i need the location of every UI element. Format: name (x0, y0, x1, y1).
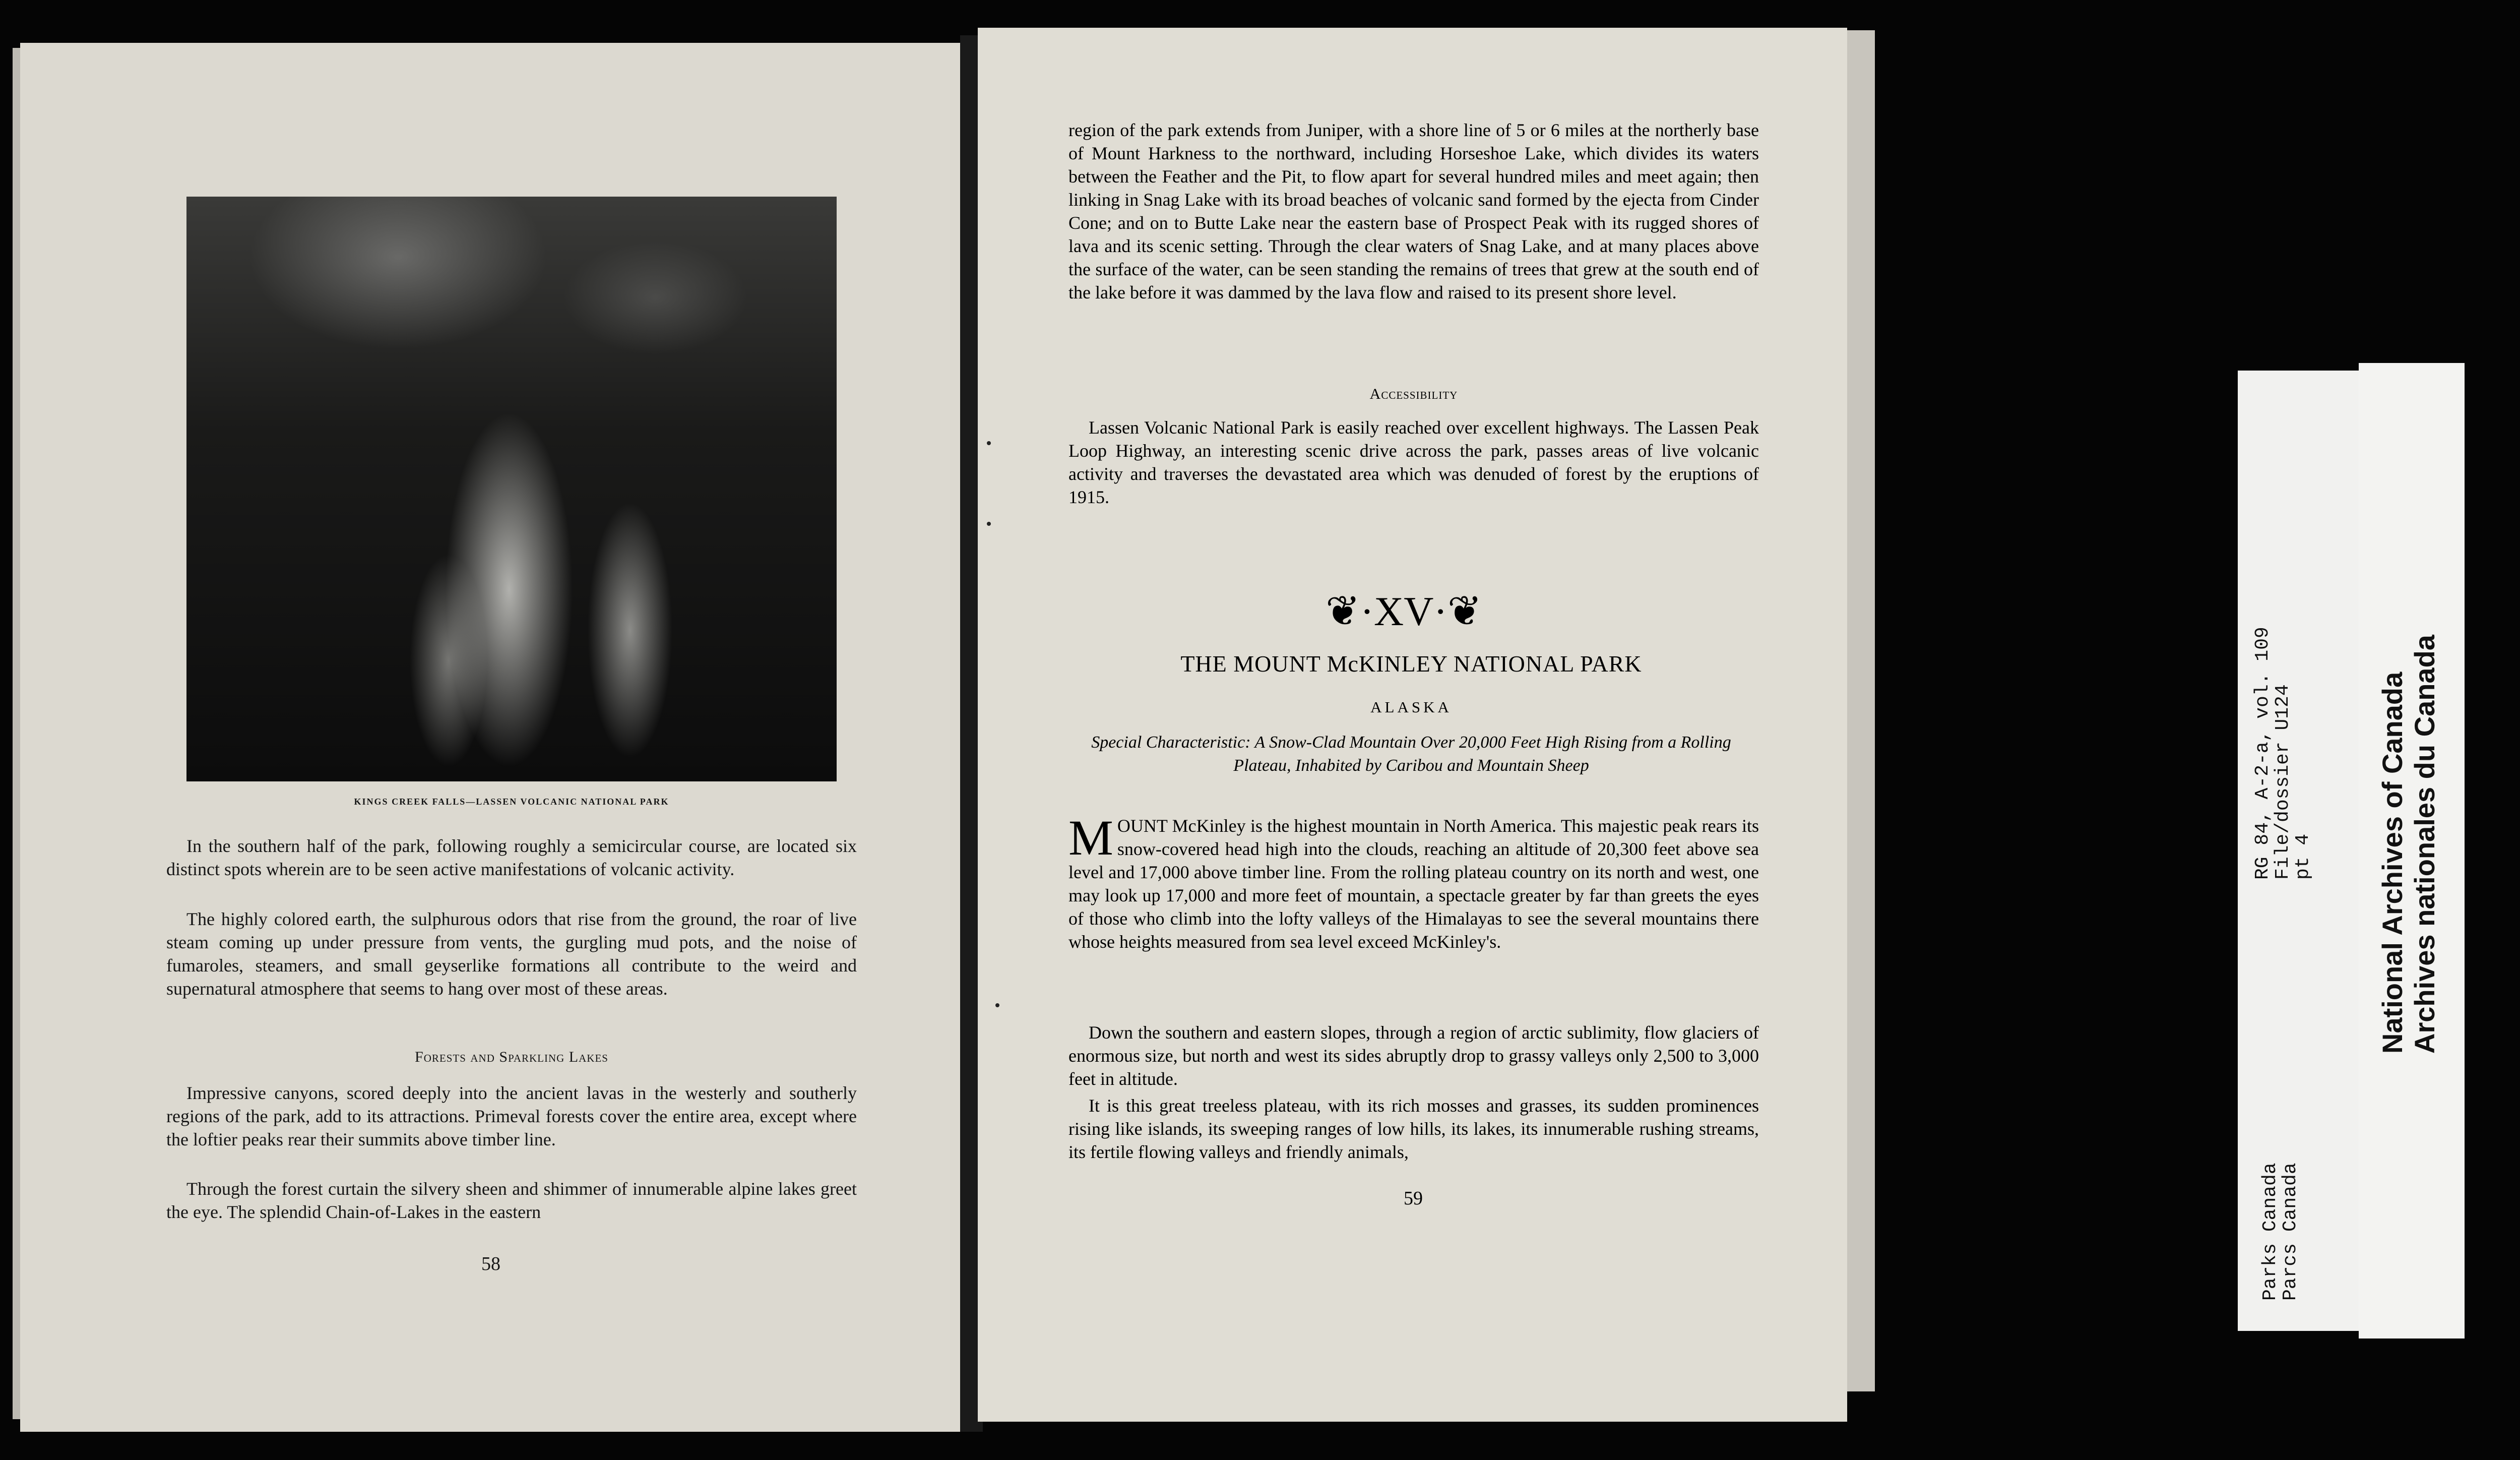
waterfall-photo (186, 197, 837, 781)
archive-reference-label (2238, 371, 2359, 1331)
archives-name-en: National Archives of Canada (2376, 672, 2408, 1054)
right-paragraph-3 (1068, 810, 1759, 953)
margin-speck (995, 1003, 999, 1007)
photo-caption: KINGS CREEK FALLS—LASSEN VOLCANIC NATIONAL PARK (354, 797, 669, 807)
right-page-number: 59 (1404, 1188, 1423, 1209)
left-paragraph-4: Through the forest curtain the silvery sheen and shimmer of innumerable alpine lakes greet the eye. The splendid Chain-of-Lakes in the eastern (166, 1179, 857, 1222)
special-characteristic: Special Characteristic: A Snow-Clad Mountain Over 20,000 Feet High Rising from a Rolling Plateau, Inhabited by Caribou and Mountain Sheep (1091, 733, 1731, 775)
agency-line-en: Parks Canada (2259, 1163, 2281, 1301)
reference-line-3: pt 4 (2292, 833, 2314, 880)
archives-name-fr: Archives nationales du Canada (2409, 635, 2440, 1054)
reference-line-1: RG 84, A-2-a, vol. 109 (2252, 627, 2274, 880)
right-paragraph-1: region of the park extends from Juniper, with a shore line of 5 or 6 miles at the northerly base of Mount Harkness to the northward, including Horseshoe Lake, which divides its waters between the Feather and the Pit, to flow apart for several hundred miles and meet again; then linking in Snag Lake with its broad beaches of volcanic sand formed by the ejecta from Cinder Cone; and on to Butte Lake near the eastern base of Prospect Peak with its rugged shores of lava and its scenic setting. Through the clear waters of Snag Lake, and at many places above the surface of the water, can be seen standing the remains of trees that grew at the south end of the lake before it was dammed by the lava flow and raised to its present shore level. (1068, 120, 1759, 302)
right-paragraph-5: It is this great treeless plateau, with its rich mosses and grasses, its sudden prominences rising like islands, its sweeping ranges of low hills, its lakes, its innumerable rushing streams, its fertile flowing valleys and friendly animals, (1068, 1096, 1759, 1162)
right-paragraph-2: Lassen Volcanic National Park is easily reached over excellent highways. The Lassen Peak Loop Highway, an interesting scenic drive across the park, passes areas of live volcanic activity and traverses the devastated area which was denuded of forest by the eruptions of 1915. (1068, 417, 1759, 507)
right-paragraph-4: Down the southern and eastern slopes, through a region of arctic sublimity, flow glaciers of enormous size, but north and west its sides abruptly drop to grassy valleys only 2,500 to 3,000 feet in altitude. (1068, 1022, 1759, 1089)
chapter-subtitle: ALASKA (1370, 698, 1452, 716)
left-paragraph-2: The highly colored earth, the sulphurous odors that rise from the ground, the roar of live steam coming up under pressure from vents, the gurgling mud pots, and the noise of fumaroles, steamers, and small geyserlike formations all contribute to the weird and supernatural atmosphere that seems to hang over most of these areas. (166, 909, 857, 999)
agency-block (2260, 1163, 2301, 1301)
chapter-ornament: ❦·XV·❦ (1326, 588, 1482, 634)
left-paragraph-1: In the southern half of the park, following roughly a semicircular course, are located six distinct spots wherein are to be seen active manifestations of volcanic activity. (166, 836, 857, 879)
agency-line-fr: Parcs Canada (2280, 1163, 2301, 1301)
margin-speck (987, 441, 991, 445)
left-page-number: 58 (481, 1253, 500, 1274)
reference-line-2: File/dossier U124 (2272, 684, 2294, 880)
reference-block (2253, 627, 2313, 880)
right-section-heading: Accessibility (1369, 386, 1458, 402)
left-section-heading: Forests and Sparkling Lakes (415, 1049, 608, 1065)
drop-cap: M (1068, 810, 1113, 866)
left-paragraph-3: Impressive canyons, scored deeply into the ancient lavas in the westerly and southerly regions of the park, add to its attractions. Primeval forests cover the entire area, except where the loftier peaks rear their summits above timber line. (166, 1083, 857, 1149)
right-paragraph-3-text: OUNT McKinley is the highest mountain in North America. This majestic peak rears its snow-covered head high into the clouds, reaching an altitude of 20,300 feet above sea level and 17,000 above timber line. From the rolling plateau country on its north and west, one may look up 17,000 and more feet of mountain, a spectacle greater by far than greets the eyes of those who climb into the lofty valleys of the Himalayas to see the several mountains there whose heights measured from sea level exceed McKinley's. (1068, 816, 1759, 952)
chapter-title: THE MOUNT McKINLEY NATIONAL PARK (1180, 651, 1642, 677)
archives-name-block (2376, 635, 2441, 1054)
national-archives-label (2359, 363, 2465, 1339)
margin-speck (987, 522, 991, 526)
left-page (20, 43, 968, 1432)
